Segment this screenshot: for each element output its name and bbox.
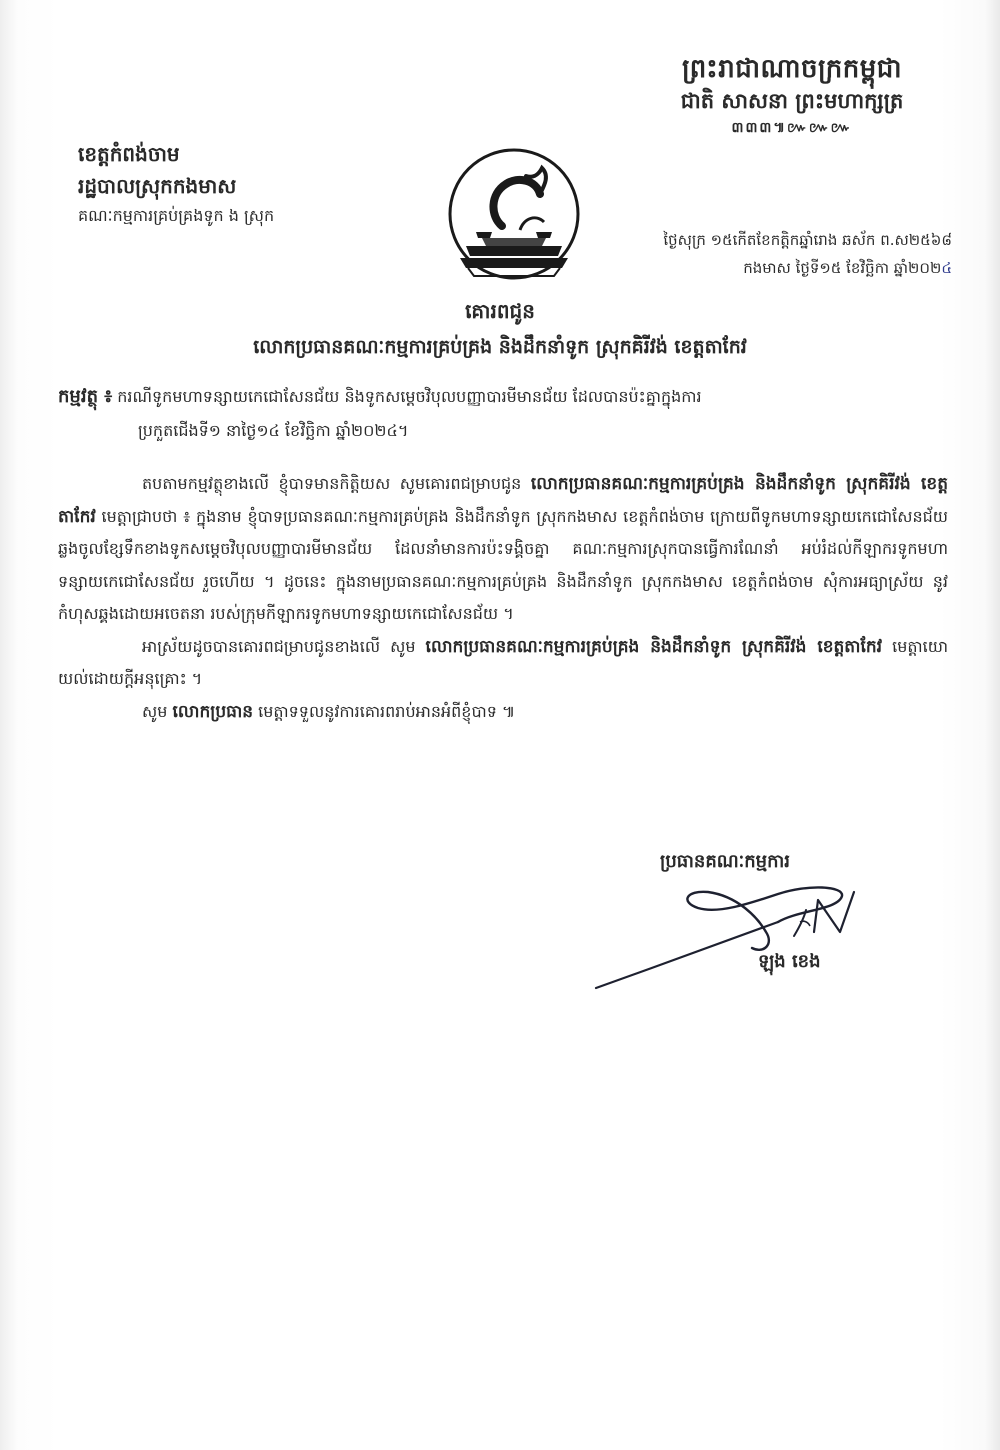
p2-content: មេត្តាយោយល់ដោយក្តីអនុគ្រោះ ។ xyxy=(58,636,949,688)
p1-recipient: លោកប្រធានគណៈកម្មការគ្រប់គ្រង និងដឹកនាំទូក ស្រុកគិរីវង់ ខេត្តតាកែវ xyxy=(58,474,948,527)
subject-block xyxy=(58,380,948,448)
district-administration: រដ្ឋបាលស្រុកកងមាស xyxy=(78,174,237,198)
date-block xyxy=(592,226,952,282)
handwritten-signature xyxy=(588,870,888,1000)
subject-text-1: ករណីទូកមហាទន្សាយកេជោសែនជ័យ និងទូកសម្ដេចវិបុលបញ្ញាបារមីមានជ័យ ដែលបានប៉ះគ្នាក្នុងការ xyxy=(112,387,702,406)
body-paragraph-1 xyxy=(58,468,948,631)
subject-label: កម្មវត្ថុ ៖ xyxy=(58,386,113,407)
p1-content: មេត្តាជ្រាបថា ៖ ក្នុងនាម ខ្ញុំបាទប្រធានគណៈកម្មការគ្រប់គ្រង និងដឹកនាំទូក ស្រុកកងមាស ខេត្តកំពង់ចាម ក្រោយពីទូកមហាទន្សាយកេជោសែនជ័យ ឆ្លងចូលខ្សែទឹកខាងទូកសម្ដេចវិបុលបញ្ញាបារមីមានជ័យ ដែលនាំមានការប៉ះទង្គិចគ្នា គណៈកម្មការស្រុកបានធ្វើការណែនាំ អប់រំដល់កីឡាករទូកមហាទន្សាយកេជោសែនជ័យ រួចហើយ ។ ដូចនេះ ក្នុងនាមប្រធានគណៈកម្មការគ្រប់គ្រង និងដឹកនាំទូក ស្រុកកងមាស ខេត្តកំពង់ចាម សុំការអធ្យាស្រ័យ នូវកំហុសឆ្គងដោយអចេតនា របស់ក្រុមកីឡាករទូកមហាទន្សាយកេជោសែនជ័យ ។ xyxy=(58,506,949,623)
solar-date xyxy=(592,254,952,282)
district-seal-logo xyxy=(446,146,582,282)
header-ornament: ៣៣៣៕៚៚៚ xyxy=(731,120,853,136)
subject-text-2: ប្រកួតជើងទី១ នាថ្ងៃ១៤ ខែវិច្ឆិកា ឆ្នាំ២០២៤។ xyxy=(138,421,409,440)
body-paragraph-3 xyxy=(58,696,948,729)
p3-recipient: លោកប្រធាន xyxy=(172,701,254,722)
subject-line-1 xyxy=(58,380,948,414)
salutation: គោរពជូន xyxy=(465,299,535,323)
p2-intro: អាស្រ័យដូចបានគោរពជម្រាបជូនខាងលើ សូម xyxy=(142,636,426,656)
solar-date-handwritten-digit: ៤ xyxy=(941,259,952,277)
signatory-title: ប្រធានគណៈកម្មការ xyxy=(660,851,790,872)
committee-name: គណៈកម្មការគ្រប់គ្រងទូក ង ស្រុក xyxy=(78,206,275,225)
issuer-block xyxy=(78,138,378,230)
signatory-name: ឡុង ខេង xyxy=(758,951,821,972)
national-motto: ជាតិ សាសនា ព្រះមហាក្សត្រ xyxy=(680,89,904,113)
province-name: ខេត្តកំពង់ចាម xyxy=(78,142,180,166)
kingdom-title: ព្រះរាជាណាចក្រកម្ពុជា xyxy=(682,54,902,84)
letter-body xyxy=(58,468,948,728)
body-paragraph-2 xyxy=(58,631,948,696)
p2-recipient: លោកប្រធានគណៈកម្មការគ្រប់គ្រង និងដឹកនាំទូក ស្រុកគិរីវង់ ខេត្តតាកែវ xyxy=(425,636,883,657)
recipient-name: លោកប្រធានគណៈកម្មការគ្រប់គ្រង និងដឹកនាំទូក ស្រុកគិរីវង់ ខេត្តតាកែវ xyxy=(253,336,747,358)
kingdom-header xyxy=(632,52,952,138)
lunar-date: ថ្ងៃសុក្រ ១៥កើតខែកត្តិកឆ្នាំរោង ឆស័ក ព.ស២៥៦៨ xyxy=(663,231,952,249)
solar-date-text: កងមាស ថ្ងៃទី១៥ ខែវិច្ឆិកា ឆ្នាំ២០២ xyxy=(743,259,942,277)
p3-intro: សូម xyxy=(142,701,173,721)
p1-intro: តបតាមកម្មវត្ថុខាងលើ ខ្ញុំបាទមានកិត្តិយស សូមគោរពជម្រាបជូន xyxy=(142,474,531,493)
p3-content: មេត្តាទទួលនូវការគោរពរាប់អានអំពីខ្ញុំបាទ ៕ xyxy=(253,701,516,721)
